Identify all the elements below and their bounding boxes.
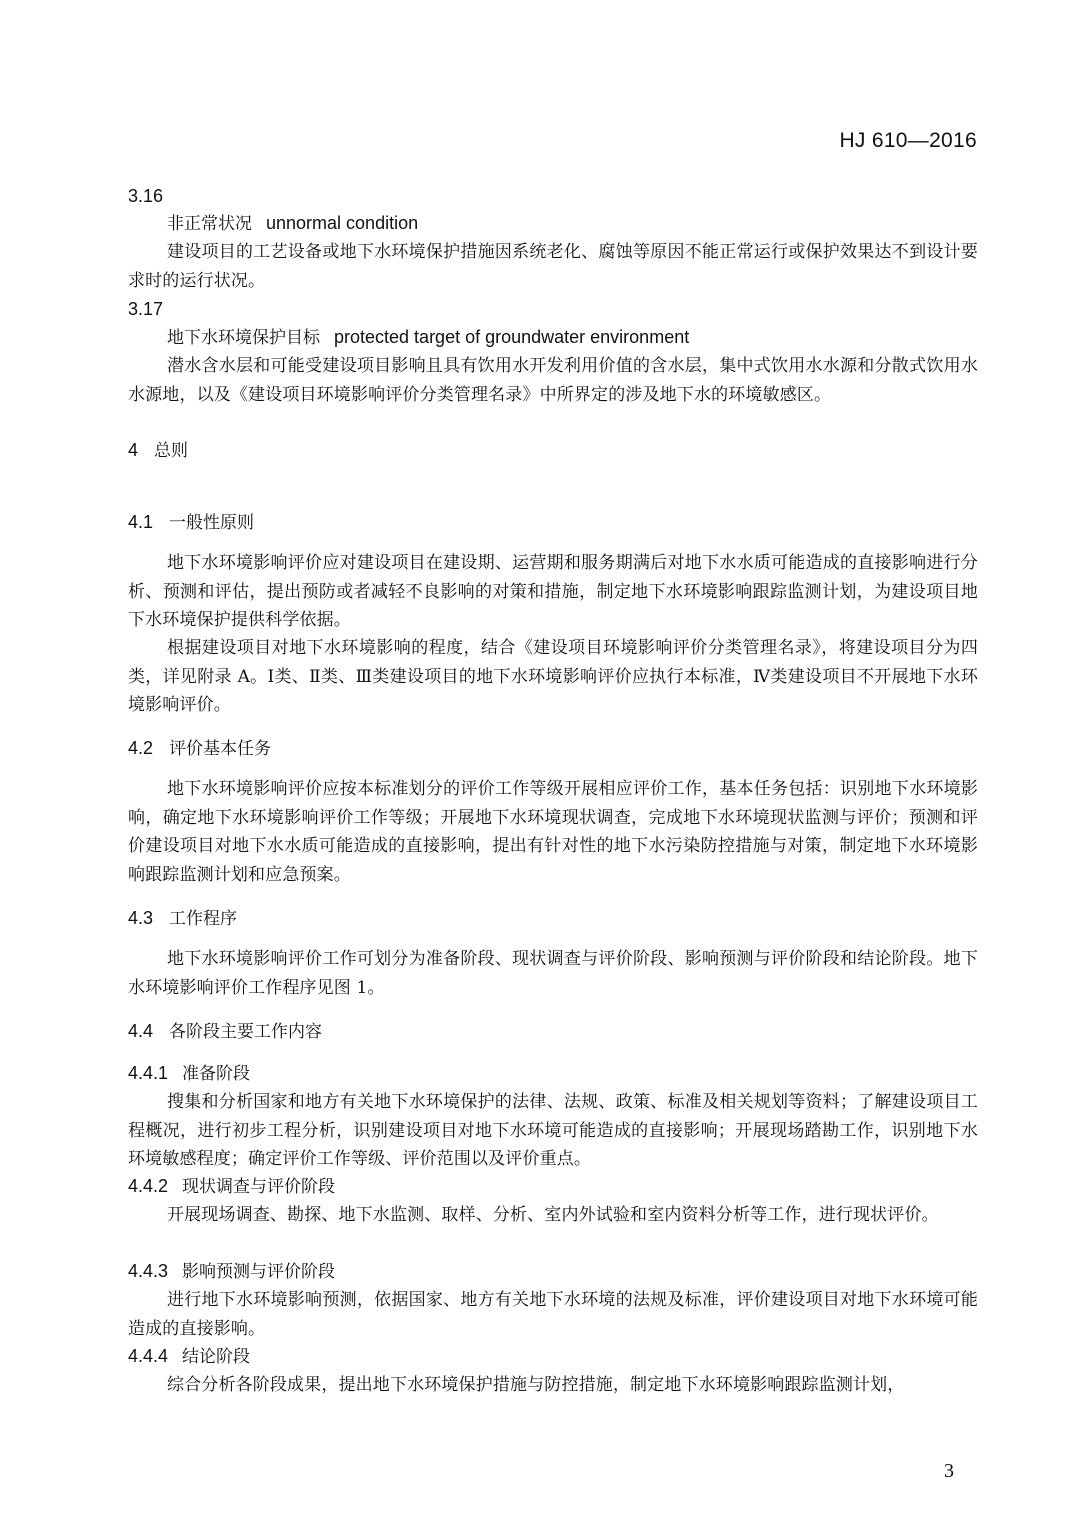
section-number: 4.4 [128, 1021, 154, 1041]
term-zh: 非正常状况 [167, 214, 252, 234]
paragraph-4-4-4: 综合分析各阶段成果，提出地下水环境保护措施与防控措施，制定地下水环境影响跟踪监测计划， [167, 1375, 905, 1395]
section-heading-4-1 [128, 509, 254, 536]
section-heading-4-2 [128, 735, 271, 762]
term-3-17 [167, 324, 689, 351]
section-title: 现状调查与评价阶段 [182, 1177, 336, 1197]
paragraph-4-3: 地下水环境影响评价工作可划分为准备阶段、现状调查与评价阶段、影响预测与评价阶段和结论阶段。地下水环境影响评价工作程序见图 1。 [128, 949, 978, 998]
section-heading-4 [128, 437, 188, 464]
definition-3-17: 潜水含水层和可能受建设项目影响且具有饮用水开发利用价值的含水层，集中式饮用水水源和分散式饮用水水源地，以及《建设项目环境影响评价分类管理名录》中所界定的涉及地下水的环境敏感区。 [128, 356, 978, 405]
term-en: protected target of groundwater environment [334, 327, 690, 347]
section-number: 4.2 [128, 738, 154, 758]
paragraph-4-4-2: 开展现场调查、勘探、地下水监测、取样、分析、室内外试验和室内资料分析等工作，进行现状评价。 [167, 1205, 939, 1225]
term-en: unnormal condition [266, 213, 419, 233]
paragraph-4-4-1: 搜集和分析国家和地方有关地下水环境保护的法律、法规、政策、标准及相关规划等资料；了解建设项目工程概况，进行初步工程分析，识别建设项目对地下水环境可能造成的直接影响；开展现场踏勘工作，识别地下水环境敏感程度；确定评价工作等级、评价范围以及评价重点。 [128, 1092, 978, 1169]
standard-code: HJ 610—2016 [839, 129, 977, 152]
section-number: 4.4.3 [128, 1261, 169, 1281]
section-heading-4-4-2 [128, 1173, 335, 1200]
clause-number-3-17: 3.17 [128, 299, 164, 319]
section-title: 评价基本任务 [169, 739, 272, 759]
paragraph-4-1-a: 地下水环境影响评价应对建设项目在建设期、运营期和服务期满后对地下水水质可能造成的直接影响进行分析、预测和评估，提出预防或者减轻不良影响的对策和措施，制定地下水环境影响跟踪监测计划，为建设项目地下水环境保护提供科学依据。 [128, 553, 978, 630]
section-heading-4-4-4 [128, 1343, 250, 1370]
section-title: 准备阶段 [182, 1064, 251, 1084]
section-number: 4.1 [128, 512, 154, 532]
section-number: 4.4.1 [128, 1063, 169, 1083]
section-heading-4-4-1 [128, 1060, 250, 1087]
section-title: 工作程序 [169, 909, 238, 929]
section-title: 结论阶段 [182, 1347, 251, 1367]
section-number: 4 [128, 440, 139, 460]
paragraph-4-2: 地下水环境影响评价应按本标准划分的评价工作等级开展相应评价工作，基本任务包括：识别地下水环境影响，确定地下水环境影响评价工作等级；开展地下水环境现状调查，完成地下水环境现状监测与评价；预测和评价建设项目对地下水水质可能造成的直接影响，提出有针对性的地下水污染防控措施与对策，制定地下水环境影响跟踪监测计划和应急预案。 [128, 779, 978, 885]
paragraph-4-1-b: 根据建设项目对地下水环境影响的程度，结合《建设项目环境影响评价分类管理名录》，将建设项目分为四类，详见附录 A。Ⅰ类、Ⅱ类、Ⅲ类建设项目的地下水环境影响评价应执行本标准，Ⅳ类建设项目不开展地下水环境影响评价。 [128, 638, 978, 715]
section-title: 总则 [154, 441, 189, 461]
term-zh: 地下水环境保护目标 [167, 328, 320, 348]
section-number: 4.4.2 [128, 1176, 169, 1196]
section-title: 影响预测与评价阶段 [182, 1262, 336, 1282]
term-3-16 [167, 210, 418, 237]
section-title: 一般性原则 [169, 513, 255, 533]
paragraph-4-4-3: 进行地下水环境影响预测，依据国家、地方有关地下水环境的法规及标准，评价建设项目对地下水环境可能造成的直接影响。 [128, 1290, 978, 1339]
section-heading-4-4 [128, 1018, 322, 1045]
section-number: 4.4.4 [128, 1346, 169, 1366]
definition-3-16: 建设项目的工艺设备或地下水环境保护措施因系统老化、腐蚀等原因不能正常运行或保护效果达不到设计要求时的运行状况。 [128, 242, 978, 291]
section-heading-4-4-3 [128, 1258, 335, 1285]
section-number: 4.3 [128, 908, 154, 928]
clause-number-3-16: 3.16 [128, 186, 164, 206]
section-title: 各阶段主要工作内容 [169, 1022, 323, 1042]
section-heading-4-3 [128, 905, 237, 932]
page-number: 3 [944, 1460, 954, 1482]
